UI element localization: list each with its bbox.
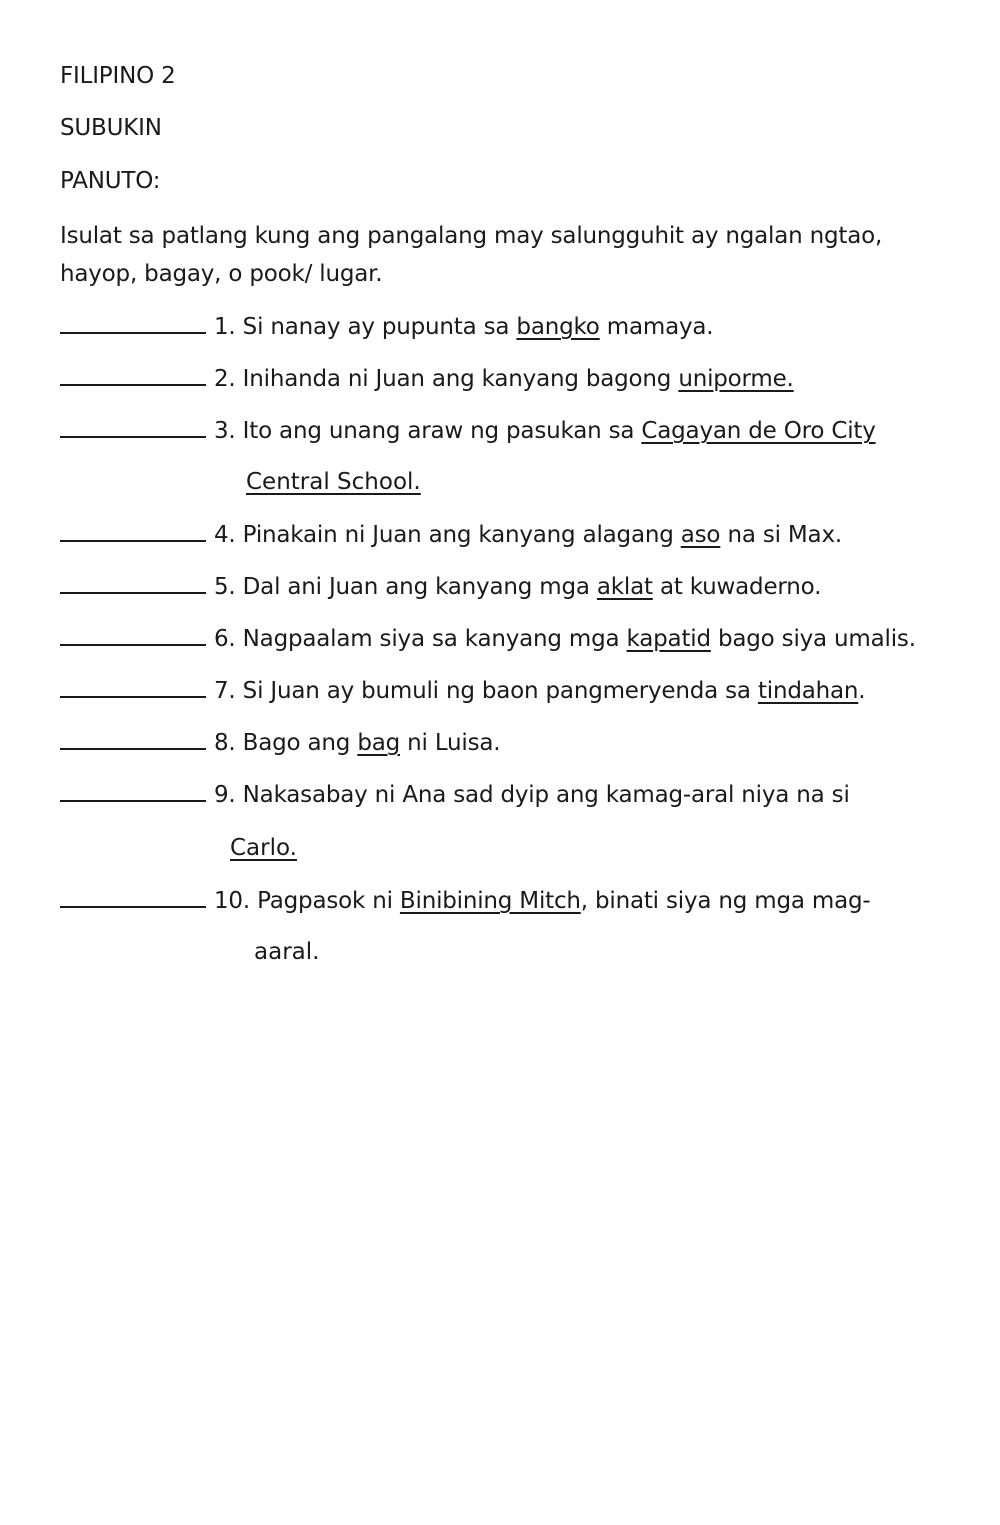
underlined-noun: aklat (596, 574, 653, 600)
item-text-after: ni Luisa. (407, 730, 501, 756)
underlined-noun: tindahan (757, 678, 859, 704)
item-text: Nagpaalam siya sa kanyang mga (242, 626, 620, 652)
item-text: Nakasabay ni Ana sad dyip ang kamag-aral niya na si (242, 782, 850, 808)
item-number: 8. (214, 730, 236, 756)
answer-blank-2[interactable] (60, 362, 206, 386)
answer-blank-6[interactable] (60, 622, 206, 646)
underlined-noun: uniporme. (678, 366, 794, 392)
item-text: Si nanay ay pupunta sa (242, 314, 510, 340)
underlined-noun: bangko (516, 314, 600, 340)
question-item-10-continuation: aaral. (254, 939, 320, 965)
underlined-noun: Cagayan de Oro City (641, 418, 876, 444)
answer-blank-1[interactable] (60, 310, 206, 334)
question-item-10 (60, 884, 870, 917)
item-number: 6. (214, 626, 236, 652)
item-text: Pinakain ni Juan ang kanyang alagang (242, 522, 674, 548)
answer-blank-10[interactable] (60, 884, 206, 908)
underlined-noun: aso (680, 522, 721, 548)
item-text-after: bago siya umalis. (717, 626, 916, 652)
instruction-text-line1: Isulat sa patlang kung ang pangalang may salungguhit ay ngalan ngtao, (60, 223, 883, 249)
question-item-9 (60, 778, 850, 811)
question-item-8 (60, 726, 500, 759)
item-text-after: . (858, 678, 866, 704)
item-text: Si Juan ay bumuli ng baon pangmeryenda sa (242, 678, 751, 704)
item-text: Inihanda ni Juan ang kanyang bagong (242, 366, 672, 392)
item-number: 9. (214, 782, 236, 808)
instruction-label: PANUTO: (60, 168, 161, 194)
item-number: 10. (214, 888, 250, 914)
item-number: 2. (214, 366, 236, 392)
question-item-1 (60, 310, 713, 343)
underlined-noun: bag (357, 730, 401, 756)
question-item-2 (60, 362, 794, 395)
item-number: 5. (214, 574, 236, 600)
question-item-3-continuation: Central School. (246, 469, 421, 495)
question-item-5 (60, 570, 821, 603)
section-title: SUBUKIN (60, 115, 162, 141)
item-number: 3. (214, 418, 236, 444)
question-item-3 (60, 414, 876, 447)
question-item-7 (60, 674, 865, 707)
item-text-after: at kuwaderno. (659, 574, 822, 600)
underlined-noun: kapatid (626, 626, 711, 652)
item-number: 4. (214, 522, 236, 548)
subject-title: FILIPINO 2 (60, 63, 176, 89)
underlined-noun: Binibining Mitch (399, 888, 581, 914)
item-number: 1. (214, 314, 236, 340)
item-number: 7. (214, 678, 236, 704)
item-text: Dal ani Juan ang kanyang mga (242, 574, 590, 600)
item-text: Bago ang (242, 730, 351, 756)
instruction-text-line2: hayop, bagay, o pook/ lugar. (60, 261, 383, 287)
answer-blank-8[interactable] (60, 726, 206, 750)
item-text: Pagpasok ni (257, 888, 393, 914)
question-item-6 (60, 622, 916, 655)
item-text-after: mamaya. (606, 314, 714, 340)
item-text-after: na si Max. (727, 522, 842, 548)
item-text: Ito ang unang araw ng pasukan sa (242, 418, 635, 444)
question-item-9-continuation: Carlo. (230, 835, 297, 861)
answer-blank-7[interactable] (60, 674, 206, 698)
answer-blank-4[interactable] (60, 518, 206, 542)
answer-blank-3[interactable] (60, 414, 206, 438)
answer-blank-5[interactable] (60, 570, 206, 594)
item-text-after: , binati siya ng mga mag- (580, 888, 871, 914)
question-item-4 (60, 518, 842, 551)
answer-blank-9[interactable] (60, 778, 206, 802)
